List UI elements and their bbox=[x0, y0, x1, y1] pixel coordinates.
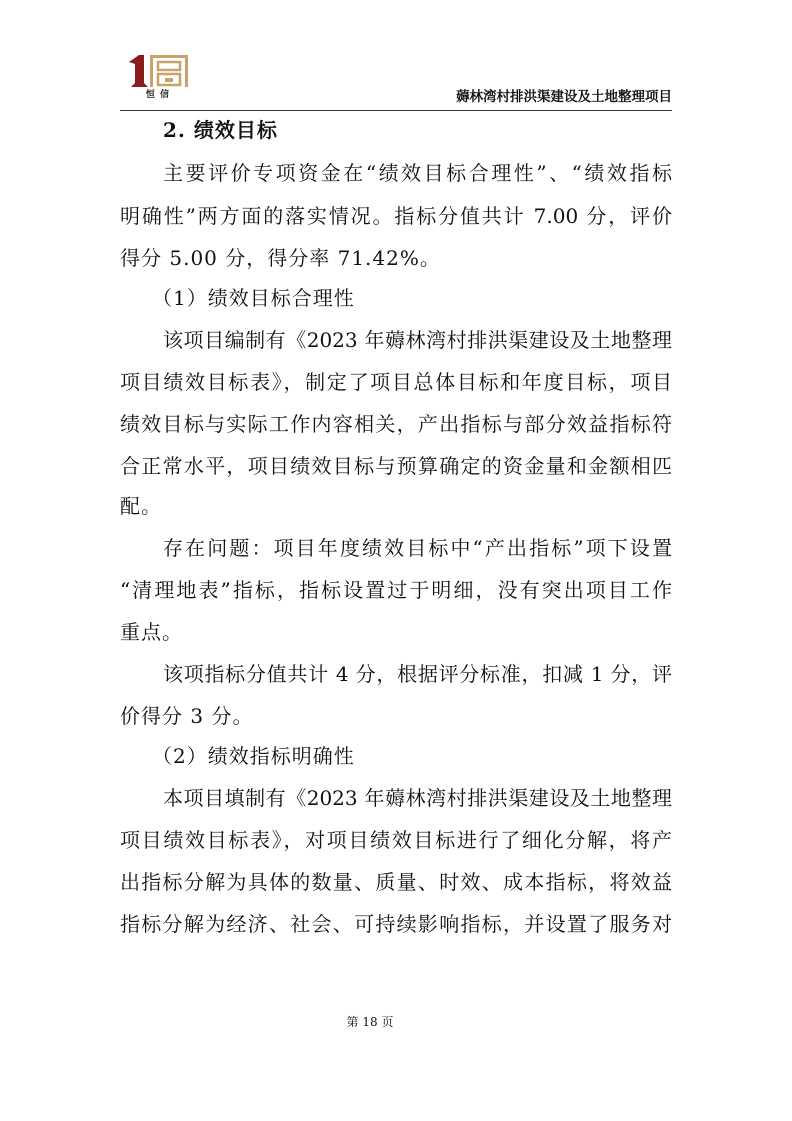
intro-line: 得分 5.00 分，得分率 71.42%。 bbox=[120, 246, 441, 270]
document-header-title: 薅林湾村排洪渠建设及土地整理项目 bbox=[456, 89, 672, 105]
sub1-description-line: 合正常水平，项目绩效目标与预算确定的资金量和金额相匹 bbox=[120, 454, 672, 478]
logo-emblem-upper-box bbox=[158, 62, 180, 70]
sub1-issue-line: “清理地表”指标，指标设置过于明细，没有突出项目工作 bbox=[120, 578, 672, 602]
intro-line: 明确性”两方面的落实情况。指标分值共计 7.00 分，评价 bbox=[120, 204, 672, 228]
sub1-score-line: 该项指标分值共计 4 分，根据评分标准，扣减 1 分，评 bbox=[163, 662, 672, 686]
logo-emblem-left-bar bbox=[150, 55, 153, 87]
sub2-description-line: 项目绩效目标表》，对项目绩效目标进行了细化分解，将产 bbox=[120, 828, 672, 852]
intro-line: 主要评价专项资金在“绩效目标合理性”、“绩效指标 bbox=[163, 161, 672, 185]
logo-emblem-inner-square bbox=[165, 78, 173, 82]
subsection-heading-1: （1）绩效目标合理性 bbox=[152, 286, 355, 310]
logo-text: 恒 信 bbox=[145, 90, 171, 100]
sub1-score-line: 价得分 3 分。 bbox=[120, 704, 254, 728]
sub2-description-line: 出指标分解为具体的数量、质量、时效、成本指标，将效益 bbox=[120, 870, 672, 894]
sub1-description-line: 该项目编制有《2023 年薅林湾村排洪渠建设及土地整理 bbox=[163, 328, 672, 352]
sub1-issue-line: 重点。 bbox=[120, 620, 183, 644]
sub1-description-line: 绩效目标与实际工作内容相关，产出指标与部分效益指标符 bbox=[120, 412, 672, 436]
company-logo bbox=[124, 52, 192, 90]
page-number: 第 18 页 bbox=[346, 1015, 394, 1029]
sub1-description-line: 项目绩效目标表》，制定了项目总体目标和年度目标，项目 bbox=[120, 370, 672, 394]
subsection-heading-2: （2）绩效指标明确性 bbox=[152, 744, 355, 768]
logo-emblem-right-bar bbox=[185, 55, 188, 87]
logo-gold-emblem bbox=[150, 55, 188, 87]
sub1-description-line: 配。 bbox=[120, 494, 162, 518]
sub2-description-line: 指标分解为经济、社会、可持续影响指标，并设置了服务对 bbox=[120, 912, 672, 936]
logo-emblem-top-bar bbox=[150, 55, 188, 58]
sub1-issue-line: 存在问题：项目年度绩效目标中“产出指标”项下设置 bbox=[163, 536, 672, 560]
sub2-description-line: 本项目填制有《2023 年薅林湾村排洪渠建设及土地整理 bbox=[163, 786, 672, 810]
section-heading: 2. 绩效目标 bbox=[163, 118, 278, 142]
logo-numeral-one bbox=[129, 55, 148, 87]
